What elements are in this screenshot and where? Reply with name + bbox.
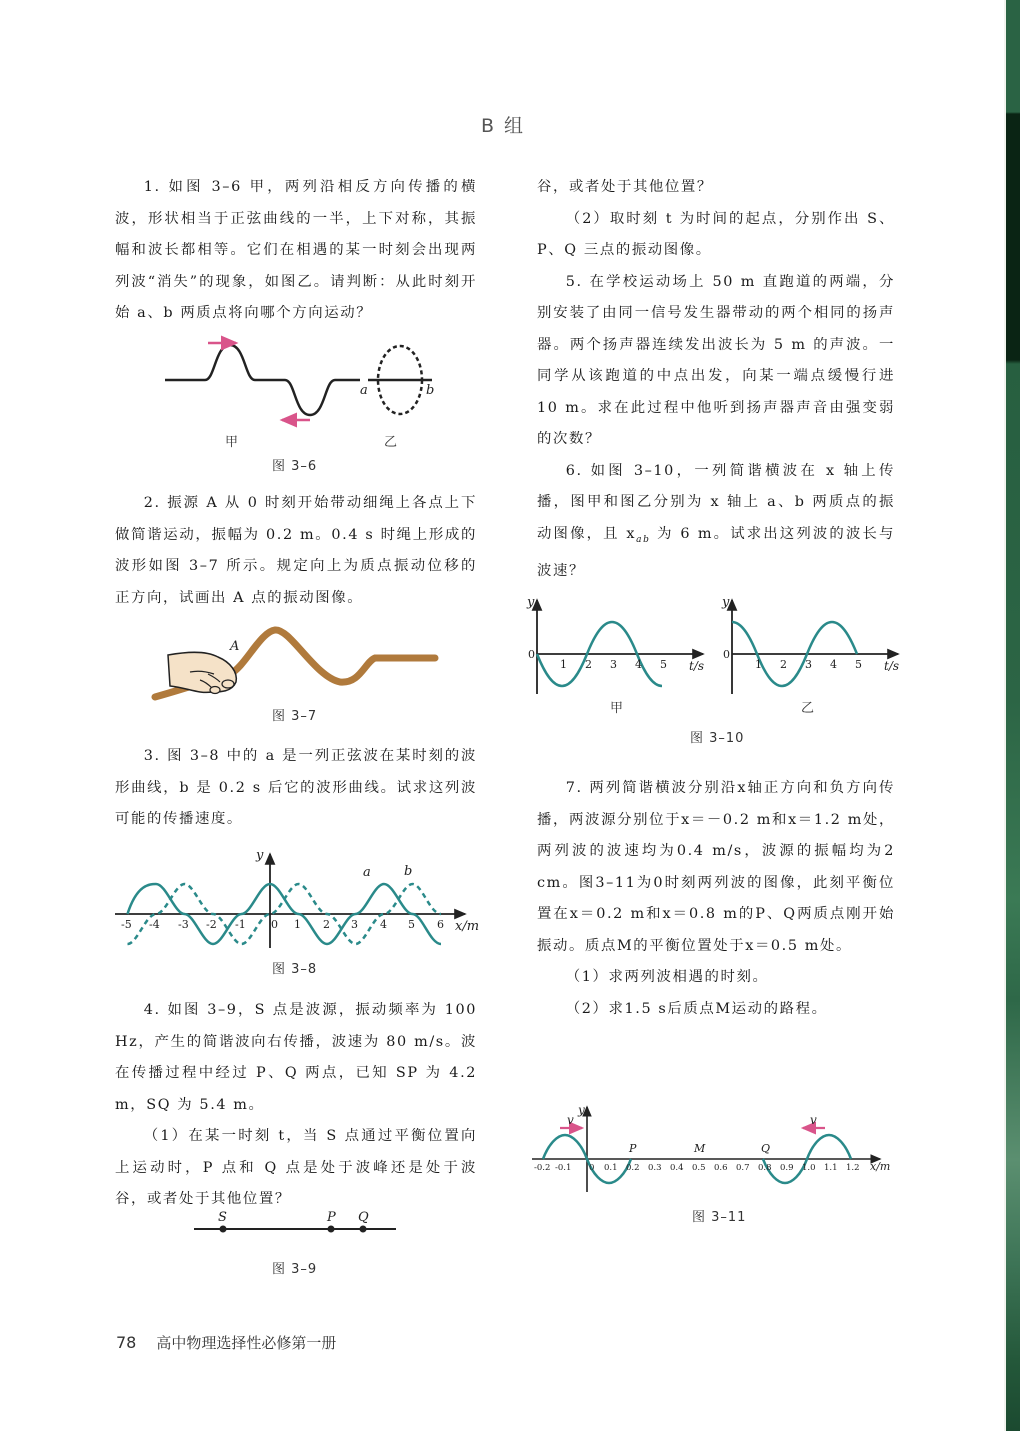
velocity-right-label: v xyxy=(810,1113,817,1127)
figure-3-10-yi xyxy=(720,592,910,702)
svg-text:0.3: 0.3 xyxy=(648,1163,662,1173)
svg-text:1: 1 xyxy=(755,658,762,671)
x-tick-labels xyxy=(534,1163,860,1173)
problem-5-text: 5. 在学校运动场上 50 m 直跑道的两端，分别安装了由同一信号发生器带动的两个相同的扬声器。两个扬声器连续发出波长为 5 m 的声波。一同学从该跑道的中点出发，向某一端点缓慢行进 10 m。求在此过程中他听到扬声器声音由强变弱的次数？ xyxy=(537,273,895,447)
problem-3-text: 3. 图 3–8 中的 a 是一列正弦波在某时刻的波形曲线，b 是 0.2 s 后它的波形曲线。试求这列波可能的传播速度。 xyxy=(115,748,477,827)
point-P-label: P xyxy=(327,1210,336,1225)
problem-7-q1: （1）求两列波相遇的时刻。 xyxy=(565,969,769,985)
problem-4-q1: （1）在某一时刻 t，当 S 点通过平衡位置向上运动时，P 点和 Q 点是处于波峰还是处于波谷，或者处于其他位置？ xyxy=(115,1128,477,1207)
figure-3-10-sublabel-yi: 乙 xyxy=(801,701,816,716)
section-title: B 组 xyxy=(480,115,526,137)
figure-3-11 xyxy=(530,1102,900,1197)
svg-text:-4: -4 xyxy=(149,918,160,931)
point-M-label: M xyxy=(694,1142,706,1155)
svg-text:3: 3 xyxy=(351,918,358,931)
svg-text:-3: -3 xyxy=(178,918,189,931)
problem-4-q2: （2）取时刻 t 为时间的起点，分别作出 S、P、Q 三点的振动图像。 xyxy=(537,210,895,258)
page-edge-decoration xyxy=(1006,0,1020,1431)
point-a-label: a xyxy=(360,383,368,398)
figure-3-7-caption: 图 3–7 xyxy=(272,709,318,724)
svg-text:2: 2 xyxy=(585,658,592,671)
figure-3-7 xyxy=(150,622,450,707)
figure-3-11-caption: 图 3–11 xyxy=(692,1210,747,1225)
figure-3-10-caption: 图 3–10 xyxy=(690,731,745,746)
t-axis-label: t/s xyxy=(689,659,705,673)
problem-2-text: 2. 振源 A 从 0 时刻开始带动细绳上各点上下做简谐运动，振幅为 0.2 m。0.4 s 时绳上形成的波形如图 3–7 所示。规定向上为质点振动位移的正方向，试画出 A 点的振动图像。 xyxy=(115,495,477,606)
t-tick-labels xyxy=(528,648,667,671)
svg-text:4: 4 xyxy=(635,658,642,671)
t-tick-labels xyxy=(723,648,862,671)
svg-text:0.6: 0.6 xyxy=(714,1163,728,1173)
figure-3-10-sublabel-jia: 甲 xyxy=(610,701,625,716)
svg-text:0.2: 0.2 xyxy=(626,1163,640,1173)
problem-4-text: 4. 如图 3–9，S 点是波源，振动频率为 100 Hz，产生的简谐波向右传播，波速为 80 m/s。波在传播过程中经过 P、Q 两点，已知 SP 为 4.2 m，SQ 为 5.4 m。 xyxy=(115,1002,477,1113)
svg-text:2: 2 xyxy=(780,658,787,671)
point-b-label: b xyxy=(426,383,435,398)
svg-text:-2: -2 xyxy=(206,918,217,931)
svg-text:-1: -1 xyxy=(235,918,246,931)
problem-6-text: 6. 如图 3–10，一列简谐横波在 x 轴上传播，图甲和图乙分别为 x 轴上 a、b 两质点的振动图像，且 $x_{ab}$ 为 6 m。试求出这列波的波长与波速？ xyxy=(537,462,895,579)
svg-text:0: 0 xyxy=(723,648,730,661)
svg-text:3: 3 xyxy=(610,658,617,671)
svg-text:0.5: 0.5 xyxy=(692,1163,706,1173)
point-A-label: A xyxy=(230,639,240,654)
point-Q-label: Q xyxy=(358,1210,369,1225)
problem-4-q1-continued: 谷，或者处于其他位置？ xyxy=(537,179,713,195)
point-Q-label: Q xyxy=(761,1142,771,1155)
svg-text:5: 5 xyxy=(660,658,667,671)
svg-text:-5: -5 xyxy=(121,918,132,931)
svg-text:0.8: 0.8 xyxy=(758,1163,772,1173)
figure-3-8 xyxy=(110,840,490,960)
series-b-label: b xyxy=(404,864,413,879)
svg-text:0: 0 xyxy=(589,1163,595,1173)
svg-text:2: 2 xyxy=(323,918,330,931)
figure-3-6-sublabel-yi: 乙 xyxy=(384,435,399,450)
svg-text:4: 4 xyxy=(830,658,837,671)
book-title: 高中物理选择性必修第一册 xyxy=(156,1334,337,1352)
svg-text:1: 1 xyxy=(294,918,301,931)
x-axis-label: x/m xyxy=(455,919,480,934)
svg-text:5: 5 xyxy=(408,918,415,931)
t-axis-label: t/s xyxy=(884,659,900,673)
figure-3-9-caption: 图 3–9 xyxy=(272,1262,318,1277)
svg-text:0.7: 0.7 xyxy=(736,1163,750,1173)
svg-text:0.9: 0.9 xyxy=(780,1163,794,1173)
figure-3-8-caption: 图 3–8 xyxy=(272,962,318,977)
problem-2 xyxy=(115,488,477,614)
y-axis-label: y xyxy=(256,848,264,863)
problem-4 xyxy=(115,995,477,1216)
problem-1 xyxy=(115,172,477,330)
svg-text:1.0: 1.0 xyxy=(802,1163,816,1173)
problem-1-text: 1. 如图 3–6 甲，两列沿相反方向传播的横波，形状相当于正弦曲线的一半，上下对称，其振幅和波长都相等。它们在相遇的某一时刻会出现两列波“消失”的现象，如图乙。请判断：从此时刻开始 a、b 两质点将向哪个方向运动？ xyxy=(115,179,477,321)
hand-icon xyxy=(168,652,236,693)
svg-text:1.1: 1.1 xyxy=(824,1163,838,1173)
svg-text:-0.1: -0.1 xyxy=(555,1163,572,1173)
svg-text:-0.2: -0.2 xyxy=(534,1163,551,1173)
svg-text:1.2: 1.2 xyxy=(846,1163,860,1173)
x-tick-labels xyxy=(121,918,444,931)
svg-text:1: 1 xyxy=(560,658,567,671)
problem-7 xyxy=(537,773,895,1025)
y-axis-label: y xyxy=(527,595,535,610)
figure-3-6 xyxy=(160,335,440,445)
figure-3-6-caption: 图 3–6 xyxy=(272,459,318,474)
svg-text:0: 0 xyxy=(271,918,278,931)
problem-3 xyxy=(115,741,477,836)
svg-text:0.4: 0.4 xyxy=(670,1163,684,1173)
problem-7-text: 7. 两列简谐横波分别沿x轴正方向和负方向传播，两波源分别位于x＝－0.2 m和x＝1.2 m处，两列波的波速均为0.4 m/s，波源的振幅均为2 cm。图3–11为0时刻两列波的图像，此刻平衡位置在x＝0.2 m和x＝0.8 m的P、Q两质点刚开始振动。质点M的平衡位置处于x＝0.5 m处。 xyxy=(537,780,895,954)
page-footer xyxy=(116,1332,336,1353)
svg-text:0.1: 0.1 xyxy=(604,1163,618,1173)
right-column-text xyxy=(537,172,895,587)
velocity-left-label: v xyxy=(567,1113,574,1127)
point-P-label: P xyxy=(629,1142,637,1155)
svg-text:0: 0 xyxy=(528,648,535,661)
x-axis-label: x/m xyxy=(870,1160,891,1173)
svg-text:5: 5 xyxy=(855,658,862,671)
y-axis-label: y xyxy=(578,1103,585,1117)
figure-3-9 xyxy=(190,1205,410,1245)
svg-text:4: 4 xyxy=(380,918,387,931)
svg-text:6: 6 xyxy=(437,918,444,931)
figure-3-6-sublabel-jia: 甲 xyxy=(225,435,240,450)
y-axis-label: y xyxy=(722,595,730,610)
svg-text:3: 3 xyxy=(805,658,812,671)
figure-3-10-jia xyxy=(525,592,715,702)
series-a-label: a xyxy=(363,865,371,880)
point-S-label: S xyxy=(218,1210,227,1225)
page-number: 78 xyxy=(116,1333,137,1352)
problem-7-q2: （2）求1.5 s后质点M运动的路程。 xyxy=(565,1000,828,1017)
